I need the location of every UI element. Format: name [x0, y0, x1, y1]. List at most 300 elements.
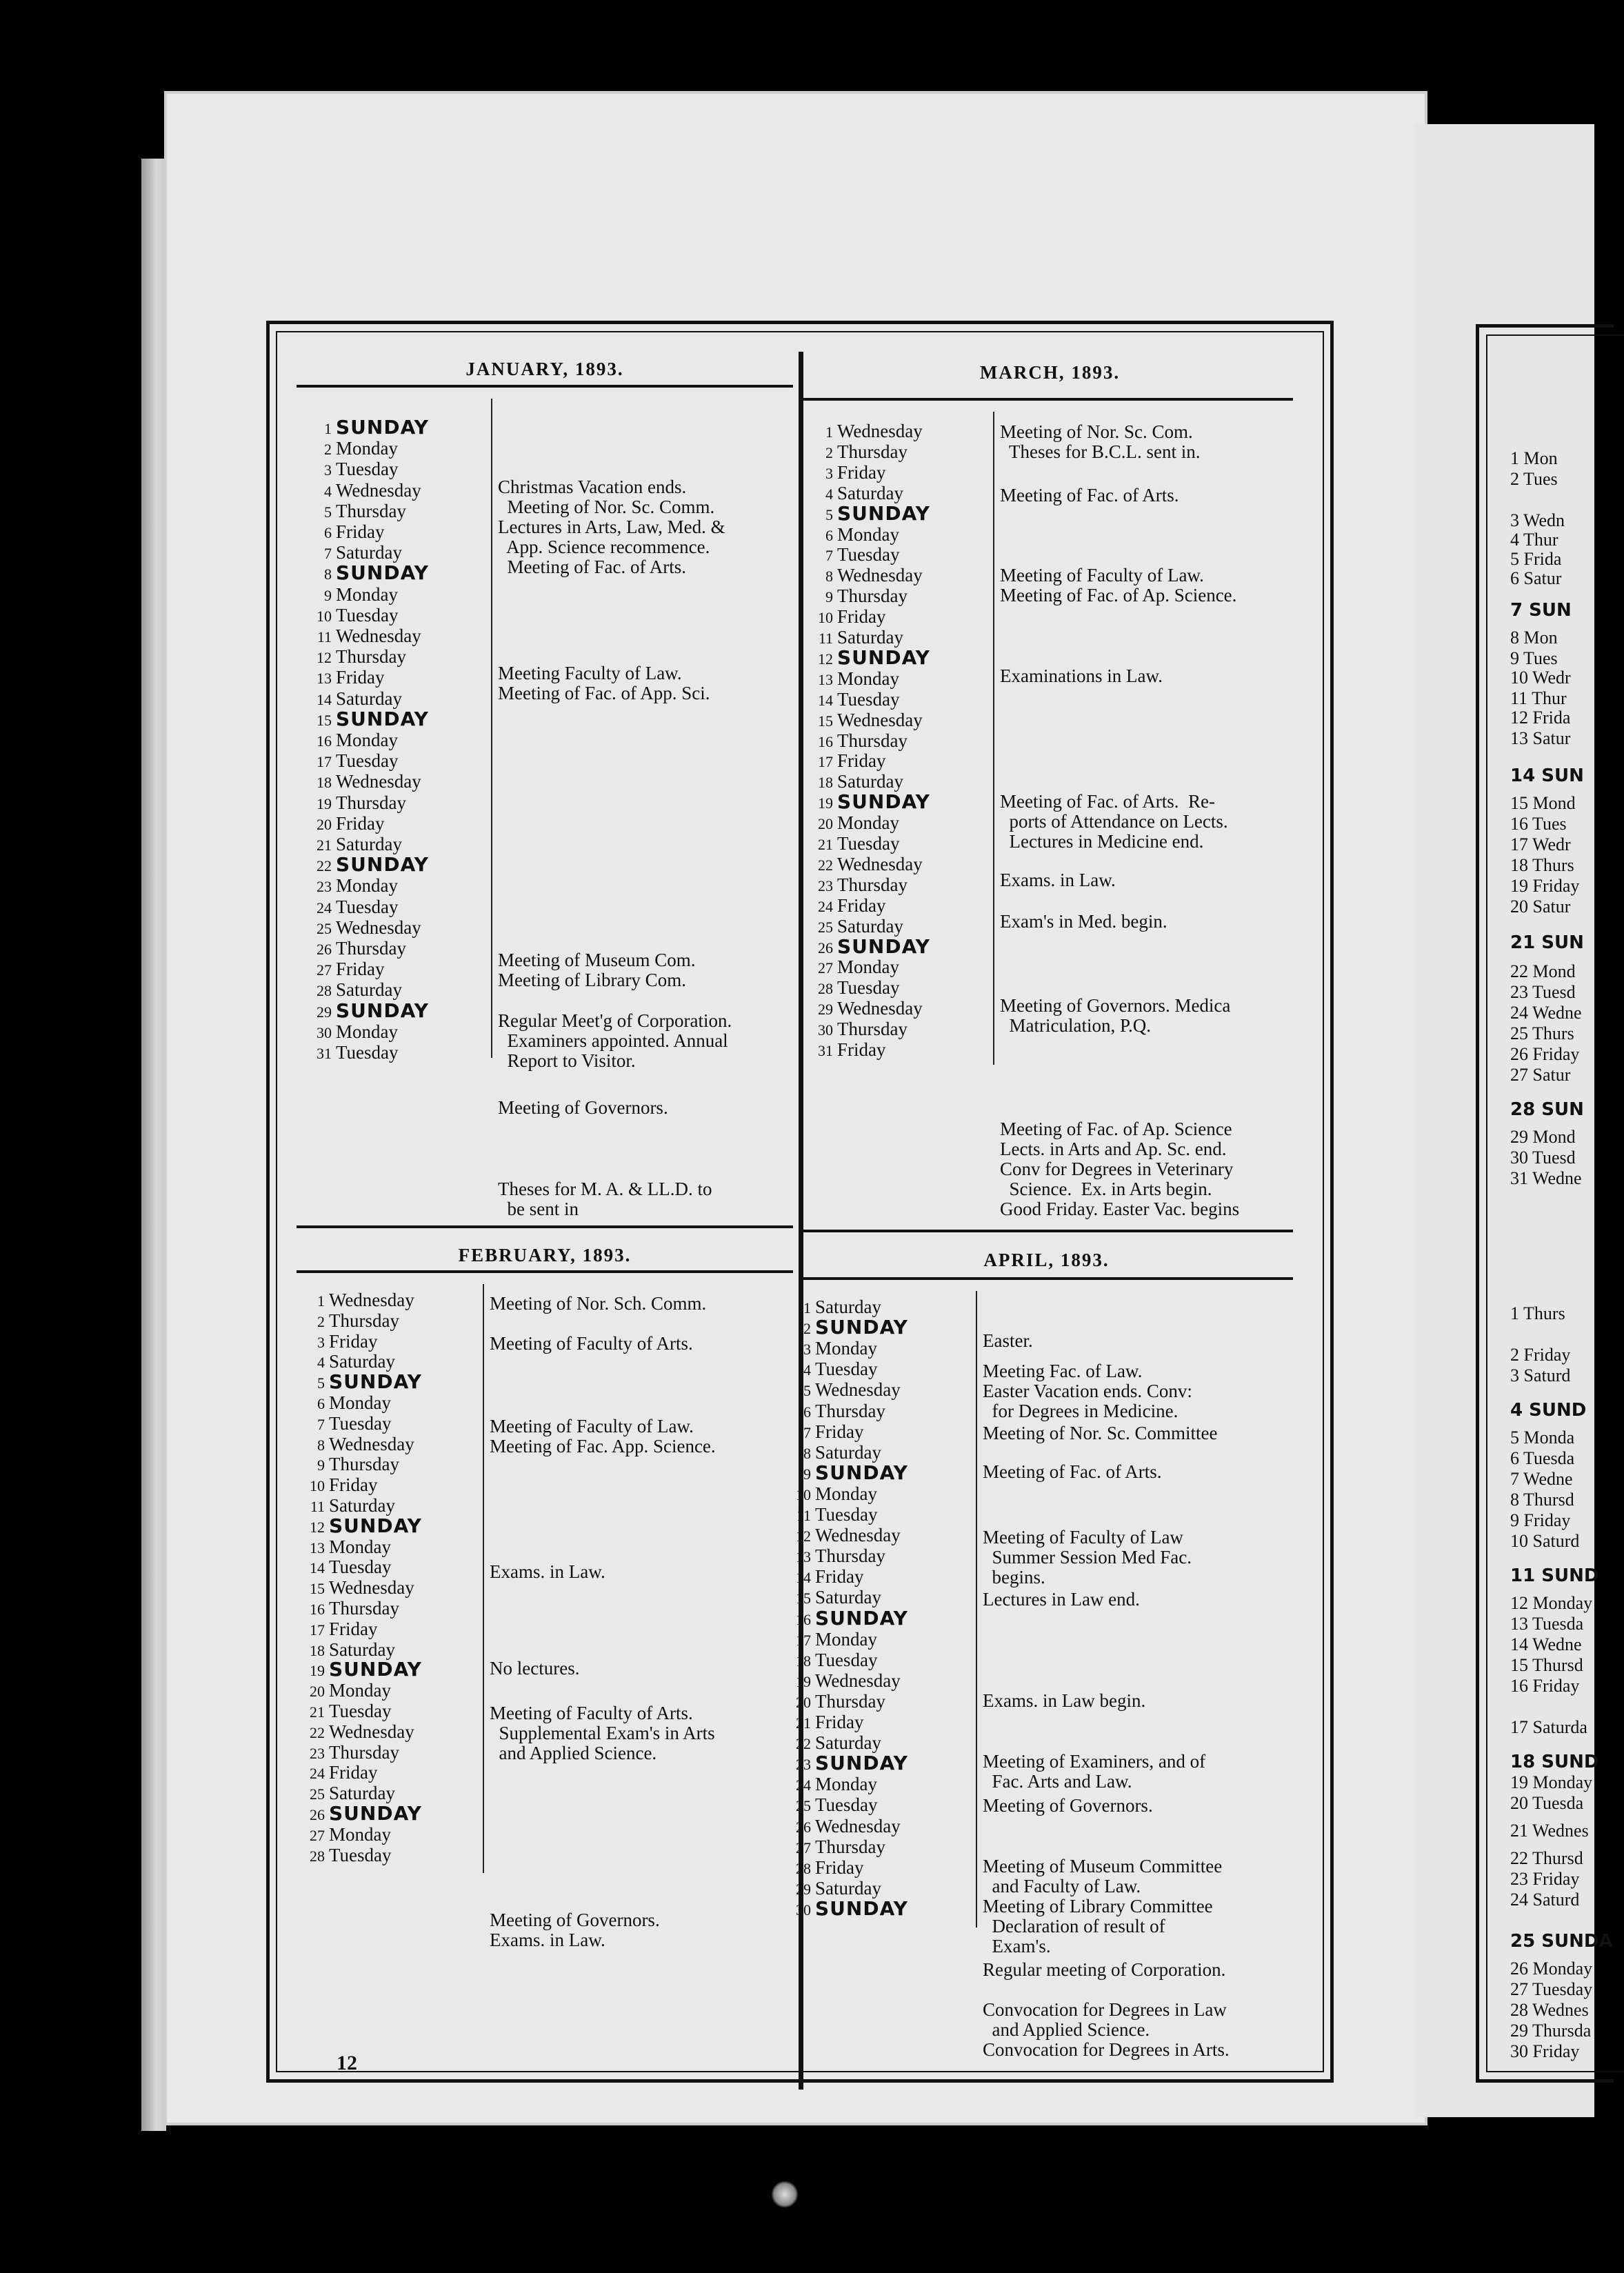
- day-name: Friday: [336, 521, 385, 542]
- day-name: SUNDAY: [336, 416, 429, 439]
- day-row: [307, 1434, 414, 1456]
- day-number: 26: [818, 939, 833, 957]
- day-name: Friday: [336, 812, 385, 834]
- event-note: Meeting of Museum Com. Meeting of Library Com.: [498, 950, 696, 990]
- day-name: Wednesday: [815, 1525, 901, 1546]
- day-name: Tuesday: [329, 1844, 392, 1865]
- day-row: [314, 979, 402, 1001]
- day-name: SUNDAY: [837, 501, 930, 525]
- day-row: [314, 813, 385, 835]
- month-title: JANUARY, 1893.: [465, 359, 624, 379]
- facing-page-day: 28 SUN: [1510, 1099, 1584, 1120]
- facing-page-day: 8 Mon: [1510, 628, 1558, 648]
- events-column-rule: [491, 399, 492, 1058]
- facing-page-day: 10 Wedr: [1510, 668, 1571, 688]
- day-number: 6: [803, 1403, 811, 1421]
- facing-page-day: 8 Thursd: [1510, 1490, 1574, 1510]
- day-number: 12: [796, 1528, 811, 1545]
- day-number: 25: [796, 1797, 811, 1815]
- day-number: 30: [818, 1021, 833, 1039]
- day-row: [793, 1816, 901, 1838]
- facing-page-day: 18 SUND: [1510, 1752, 1599, 1772]
- day-name: Wednesday: [336, 625, 421, 646]
- day-name: Thursday: [837, 730, 908, 751]
- day-name: Thursday: [336, 500, 406, 521]
- sunday-row: [793, 1608, 908, 1630]
- day-name: Wednesday: [329, 1433, 414, 1454]
- day-number: 22: [818, 856, 833, 874]
- day-number: 15: [818, 712, 833, 730]
- sunday-row: [793, 1896, 908, 1921]
- day-row: [815, 668, 899, 690]
- day-row: [793, 1421, 864, 1443]
- day-row: [314, 688, 402, 710]
- day-name: SUNDAY: [336, 999, 429, 1022]
- day-name: Tuesday: [336, 1042, 399, 1063]
- day-number: 16: [796, 1610, 811, 1628]
- day-number: 29: [796, 1880, 811, 1898]
- day-name: Wednesday: [329, 1290, 414, 1310]
- day-number: 7: [324, 545, 332, 563]
- facing-page-day: 22 Thursd: [1510, 1848, 1583, 1868]
- events-column-rule: [993, 412, 994, 1065]
- event-note: Exams. in Law.: [490, 1561, 605, 1582]
- day-name: Monday: [837, 523, 899, 545]
- day-number: 12: [818, 650, 833, 668]
- day-number: 15: [796, 1590, 811, 1608]
- day-number: 19: [796, 1672, 811, 1690]
- day-name: Friday: [837, 894, 886, 916]
- event-note: Meeting of Examiners, and of Fac. Arts and Law.: [983, 1751, 1206, 1792]
- sunday-row: [314, 417, 429, 439]
- day-row: [314, 542, 402, 564]
- day-name: Wednesday: [837, 421, 923, 441]
- day-row: [815, 730, 908, 752]
- day-row: [793, 1712, 864, 1734]
- day-name: Wednesday: [837, 998, 923, 1019]
- day-number: 10: [796, 1485, 811, 1503]
- day-number: 4: [317, 1354, 325, 1372]
- day-row: [815, 874, 908, 897]
- day-number: 18: [310, 1641, 325, 1659]
- day-number: 6: [825, 526, 833, 544]
- day-name: Friday: [329, 1474, 378, 1496]
- day-number: 9: [324, 586, 332, 604]
- event-note: Exam's in Med. begin.: [1000, 911, 1167, 932]
- day-number: 22: [310, 1723, 325, 1741]
- facing-page-day: 15 Mond: [1510, 793, 1576, 813]
- day-row: [815, 441, 908, 463]
- facing-page-day: 9 Friday: [1510, 1510, 1571, 1530]
- facing-page-day: 16 Tues: [1510, 814, 1567, 834]
- day-row: [815, 565, 923, 587]
- facing-page-day: 22 Mond: [1510, 961, 1576, 981]
- day-name: Friday: [336, 959, 385, 980]
- month-rule: [800, 1277, 1293, 1280]
- day-row: [307, 1721, 414, 1743]
- month-rule: [297, 1270, 793, 1273]
- sunday-row: [307, 1372, 422, 1394]
- day-number: 3: [803, 1341, 811, 1359]
- day-name: Monday: [329, 1536, 391, 1557]
- day-name: Friday: [837, 461, 886, 483]
- day-number: 5: [317, 1374, 325, 1392]
- day-number: 8: [317, 1436, 325, 1454]
- day-number: 3: [825, 464, 833, 482]
- day-row: [314, 521, 385, 543]
- day-name: Monday: [329, 1680, 391, 1701]
- day-row: [307, 1413, 392, 1435]
- day-number: 20: [818, 815, 833, 833]
- sunday-row: [815, 503, 930, 525]
- event-note: Meeting of Nor. Sch. Comm.: [490, 1293, 707, 1314]
- day-name: Thursday: [815, 1690, 885, 1712]
- day-row: [307, 1824, 391, 1846]
- day-row: [815, 812, 899, 834]
- day-number: 18: [317, 774, 332, 792]
- day-number: 10: [317, 607, 332, 625]
- event-note: Regular meeting of Corporation.: [983, 1959, 1226, 1980]
- day-name: Saturday: [837, 915, 903, 937]
- day-name: Friday: [815, 1712, 864, 1732]
- day-number: 1: [825, 423, 833, 441]
- day-name: Saturday: [837, 627, 903, 648]
- day-row: [314, 834, 402, 856]
- event-note: Meeting Faculty of Law. Meeting of Fac. of App. Sci.: [498, 663, 710, 703]
- day-name: Thursday: [336, 792, 406, 813]
- day-name: Thursday: [837, 585, 908, 607]
- facing-page-day: 23 Tuesd: [1510, 982, 1576, 1002]
- day-row: [793, 1504, 878, 1526]
- day-number: 26: [317, 941, 332, 958]
- day-name: Saturday: [329, 1639, 395, 1660]
- month-rule: [803, 398, 1293, 401]
- day-number: 19: [818, 794, 833, 812]
- event-note: Easter.: [983, 1330, 1033, 1351]
- day-row: [314, 792, 406, 814]
- day-number: 18: [818, 774, 833, 792]
- facing-page-day: 19 Friday: [1510, 876, 1580, 896]
- day-row: [815, 1019, 908, 1041]
- day-name: SUNDAY: [815, 1606, 908, 1630]
- day-number: 21: [818, 836, 833, 853]
- day-row: [815, 544, 900, 566]
- day-number: 23: [317, 878, 332, 896]
- day-name: Friday: [837, 606, 886, 628]
- day-row: [793, 1566, 864, 1588]
- facing-page-day: 6 Satur: [1510, 568, 1562, 588]
- day-name: Wednesday: [837, 565, 923, 586]
- day-name: Wednesday: [837, 853, 923, 874]
- day-name: Monday: [837, 812, 899, 834]
- day-number: 29: [317, 1003, 332, 1021]
- sunday-row: [307, 1803, 422, 1825]
- day-number: 15: [310, 1580, 325, 1598]
- day-name: Tuesday: [837, 833, 900, 854]
- day-number: 15: [317, 711, 332, 729]
- event-note: Meeting of Fac. of Ap. Science Lects. in Arts and Ap. Sc. end. Conv for Degrees in Veterinary Science. Ex. in Arts begin. Good Friday. Easter Vac. begins: [1000, 1119, 1240, 1219]
- day-number: 2: [803, 1320, 811, 1338]
- sunday-row: [793, 1463, 908, 1485]
- sunday-row: [314, 1001, 429, 1023]
- day-name: Saturday: [336, 979, 402, 1001]
- month-rule: [297, 385, 793, 388]
- facing-page-day: 30 Friday: [1510, 2041, 1580, 2061]
- day-name: Thursday: [815, 1545, 885, 1567]
- event-note: Meeting of Nor. Sc. Committee: [983, 1423, 1218, 1443]
- day-row: [815, 833, 900, 855]
- day-number: 26: [796, 1818, 811, 1836]
- facing-page-day: 26 Friday: [1510, 1044, 1580, 1064]
- day-number: 1: [317, 1292, 325, 1310]
- day-name: Friday: [815, 1421, 864, 1442]
- day-number: 11: [317, 628, 332, 645]
- facing-page-day: 4 Thur: [1510, 530, 1558, 550]
- day-row: [314, 605, 399, 627]
- day-name: Thursday: [329, 1454, 399, 1475]
- day-row: [793, 1338, 877, 1360]
- facing-page-day: 25 SUNDA: [1510, 1931, 1613, 1952]
- facing-page-day: 16 Friday: [1510, 1676, 1580, 1696]
- day-number: 23: [796, 1756, 811, 1774]
- facing-page-day: 2 Friday: [1510, 1345, 1571, 1365]
- day-row: [815, 1039, 886, 1061]
- day-name: Thursday: [837, 874, 908, 895]
- day-number: 4: [825, 485, 833, 503]
- day-number: 13: [317, 670, 332, 688]
- day-number: 30: [317, 1023, 332, 1041]
- day-name: Thursday: [329, 1598, 399, 1619]
- day-name: Tuesday: [837, 688, 900, 710]
- day-name: Thursday: [329, 1741, 399, 1763]
- day-row: [314, 771, 421, 793]
- day-name: SUNDAY: [815, 1896, 908, 1920]
- day-row: [307, 1290, 414, 1312]
- day-number: 13: [310, 1539, 325, 1556]
- day-row: [314, 459, 399, 481]
- facing-page-day: 20 Satur: [1510, 897, 1571, 917]
- facing-page-day: 19 Monday: [1510, 1772, 1593, 1792]
- day-number: 10: [310, 1477, 325, 1495]
- day-name: SUNDAY: [837, 645, 930, 669]
- day-name: Tuesday: [329, 1701, 392, 1721]
- event-note: Meeting of Governors.: [983, 1795, 1153, 1816]
- day-row: [815, 421, 923, 443]
- facing-page-day: 17 Wedr: [1510, 834, 1571, 854]
- day-number: 3: [317, 1333, 325, 1351]
- day-row: [314, 646, 406, 668]
- day-number: 28: [317, 982, 332, 1000]
- day-name: SUNDAY: [329, 1514, 422, 1537]
- facing-page-day: 31 Wedne: [1510, 1168, 1582, 1188]
- facing-page-day: 29 Thursda: [1510, 2021, 1592, 2041]
- facing-page-day: 7 SUN: [1510, 600, 1572, 621]
- day-number: 17: [310, 1621, 325, 1639]
- day-name: Monday: [815, 1774, 877, 1795]
- day-row: [793, 1545, 885, 1568]
- day-name: SUNDAY: [329, 1370, 422, 1394]
- day-name: Tuesday: [336, 750, 399, 772]
- event-note: Convocation for Degrees in Law and Applied Science. Convocation for Degrees in Arts.: [983, 1999, 1230, 2060]
- day-row: [793, 1525, 901, 1547]
- day-number: 7: [317, 1415, 325, 1433]
- day-name: Saturday: [815, 1587, 881, 1608]
- day-row: [307, 1474, 378, 1496]
- day-row: [815, 895, 886, 917]
- facing-page-day: 21 Wednes: [1510, 1821, 1589, 1841]
- sunday-row: [815, 792, 930, 814]
- facing-page-day: 5 Monda: [1510, 1428, 1575, 1448]
- facing-page-day: 3 Wedn: [1510, 510, 1565, 530]
- day-row: [793, 1379, 901, 1401]
- day-number: 16: [317, 732, 332, 750]
- day-row: [793, 1857, 864, 1879]
- facing-page-day: 20 Tuesda: [1510, 1793, 1584, 1813]
- day-name: Wednesday: [336, 917, 421, 938]
- facing-page-day: 9 Tues: [1510, 648, 1558, 668]
- facing-page-day: 5 Frida: [1510, 549, 1562, 569]
- day-number: 11: [310, 1498, 325, 1515]
- day-number: 17: [818, 753, 833, 771]
- day-name: Monday: [329, 1823, 391, 1845]
- day-name: Wednesday: [336, 771, 421, 792]
- day-row: [314, 584, 398, 606]
- day-number: 10: [818, 609, 833, 627]
- section-rule: [803, 1230, 1293, 1232]
- day-name: Monday: [815, 1483, 877, 1504]
- day-row: [307, 1701, 392, 1723]
- day-row: [307, 1536, 391, 1559]
- ink-smudge: [771, 2181, 799, 2208]
- day-name: SUNDAY: [815, 1752, 908, 1775]
- facing-page-day: 4 SUND: [1510, 1400, 1587, 1421]
- day-number: 4: [803, 1361, 811, 1379]
- day-number: 28: [310, 1847, 325, 1865]
- sunday-row: [314, 709, 429, 731]
- day-number: 13: [818, 670, 833, 688]
- day-row: [307, 1331, 378, 1353]
- day-name: Friday: [815, 1856, 864, 1878]
- day-name: Thursday: [336, 938, 406, 959]
- day-name: Wednesday: [329, 1721, 414, 1742]
- day-number: 21: [317, 837, 332, 854]
- event-note: Meeting of Faculty of Arts.: [490, 1333, 693, 1354]
- day-name: Friday: [837, 1039, 886, 1060]
- sunday-row: [815, 934, 930, 959]
- day-row: [815, 606, 886, 628]
- day-row: [793, 1359, 878, 1381]
- day-number: 13: [796, 1548, 811, 1566]
- day-name: Tuesday: [336, 604, 399, 625]
- event-note: Meeting Fac. of Law. Easter Vacation ends. Conv: for Degrees in Medicine.: [983, 1361, 1192, 1421]
- facing-page-day: 26 Monday: [1510, 1959, 1593, 1979]
- day-number: 5: [803, 1382, 811, 1400]
- day-number: 21: [796, 1714, 811, 1732]
- day-row: [307, 1454, 399, 1476]
- day-name: SUNDAY: [837, 790, 930, 814]
- facing-page-day: 12 Frida: [1510, 708, 1571, 728]
- facing-page-day: 1 Thurs: [1510, 1303, 1565, 1323]
- event-note: Exams. in Law.: [1000, 870, 1116, 890]
- day-number: 6: [317, 1395, 325, 1412]
- day-name: Monday: [336, 875, 398, 897]
- event-note: Exams. in Law begin.: [983, 1690, 1146, 1711]
- day-name: Monday: [329, 1392, 391, 1413]
- day-number: 2: [324, 441, 332, 459]
- day-number: 25: [818, 918, 833, 936]
- facing-page-day: 25 Thurs: [1510, 1023, 1574, 1043]
- day-number: 23: [818, 877, 833, 894]
- facing-page-day: 12 Monday: [1510, 1593, 1593, 1613]
- day-number: 22: [796, 1735, 811, 1753]
- day-name: Saturday: [329, 1783, 395, 1804]
- event-note: Meeting of Governors. Exams. in Law.: [490, 1910, 660, 1950]
- day-name: Saturday: [837, 771, 903, 792]
- day-name: Thursday: [336, 646, 406, 668]
- day-row: [314, 667, 385, 689]
- day-row: [815, 710, 923, 732]
- day-row: [307, 1556, 392, 1579]
- day-name: Thursday: [815, 1400, 885, 1421]
- facing-page-day: 2 Tues: [1510, 469, 1558, 489]
- facing-page-day: 14 Wedne: [1510, 1634, 1582, 1654]
- day-number: 26: [310, 1806, 325, 1823]
- day-number: 17: [796, 1631, 811, 1649]
- event-note: Meeting of Museum Committee and Faculty of Law. Meeting of Library Committee Declaration of result of Exam's.: [983, 1856, 1223, 1956]
- day-name: Monday: [815, 1628, 877, 1650]
- day-number: 2: [825, 443, 833, 461]
- day-row: [815, 977, 900, 999]
- sunday-row: [307, 1659, 422, 1681]
- day-name: Monday: [336, 1021, 398, 1042]
- day-number: 24: [317, 899, 332, 917]
- day-number: 27: [317, 961, 332, 979]
- day-number: 19: [310, 1662, 325, 1680]
- day-row: [314, 917, 421, 939]
- day-row: [815, 854, 923, 876]
- event-note: Examinations in Law.: [1000, 665, 1163, 686]
- facing-page-day: 18 Thurs: [1510, 855, 1574, 875]
- day-row: [793, 1401, 885, 1423]
- facing-page-day: 30 Tuesd: [1510, 1148, 1576, 1168]
- day-number: 5: [825, 505, 833, 523]
- event-note: Meeting of Fac. of Arts. Re- ports of Attendance on Lects. Lectures in Medicine end.: [1000, 791, 1228, 852]
- sunday-row: [307, 1516, 422, 1538]
- day-name: Saturday: [329, 1495, 395, 1516]
- facing-page-day: 3 Saturd: [1510, 1365, 1571, 1385]
- day-row: [307, 1845, 392, 1867]
- day-row: [307, 1392, 391, 1414]
- day-row: [307, 1762, 378, 1784]
- facing-page-day: 27 Satur: [1510, 1065, 1571, 1085]
- day-number: 28: [818, 980, 833, 998]
- day-number: 24: [310, 1765, 325, 1783]
- month-title: FEBRUARY, 1893.: [458, 1245, 632, 1265]
- day-name: Monday: [336, 730, 398, 750]
- day-number: 20: [317, 815, 332, 833]
- day-name: SUNDAY: [815, 1461, 908, 1484]
- facing-page-day: 29 Mond: [1510, 1127, 1576, 1147]
- day-number: 23: [310, 1744, 325, 1762]
- day-name: Friday: [329, 1618, 378, 1639]
- day-name: Monday: [815, 1338, 877, 1359]
- day-row: [793, 1650, 878, 1672]
- day-number: 1: [324, 420, 332, 437]
- facing-page-day: 10 Saturd: [1510, 1531, 1580, 1551]
- sunday-row: [815, 645, 930, 670]
- day-number: 22: [317, 857, 332, 875]
- day-number: 7: [803, 1423, 811, 1441]
